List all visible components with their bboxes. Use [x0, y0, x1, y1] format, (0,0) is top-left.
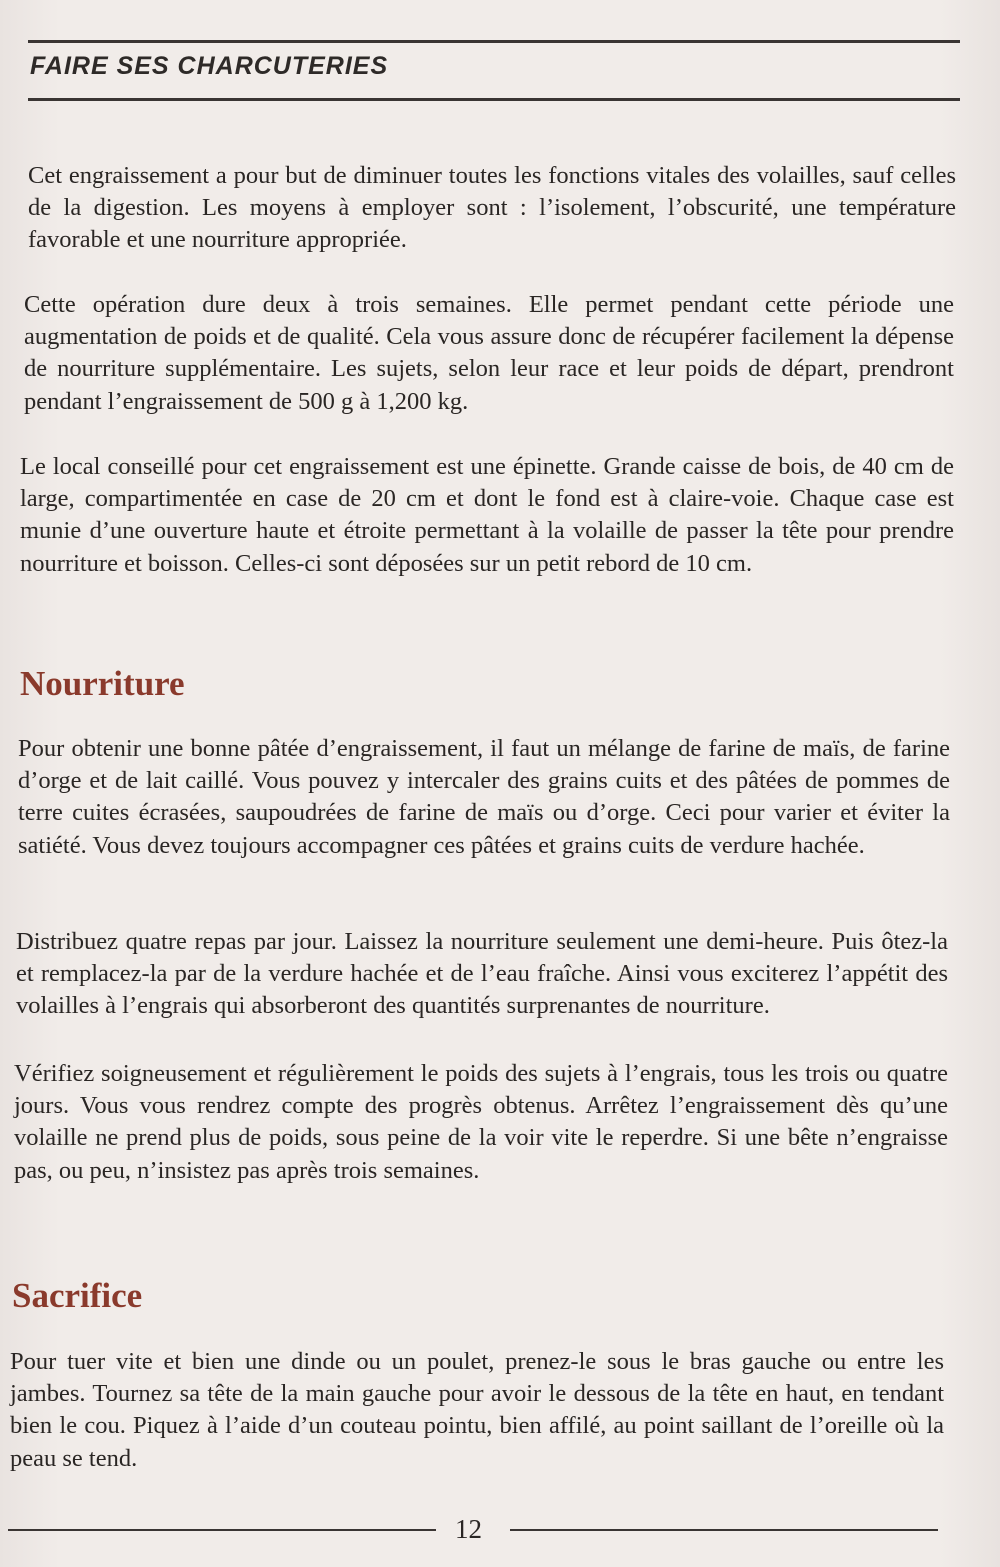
- intro-paragraph-1: Cet engraissement a pour but de diminuer toutes les fonctions vitales des volailles, sauf celles de la digestion. Les moyens à employer sont : l’isolement, l’obscurité, une température favorable et une nourriture appropriée.: [28, 162, 956, 254]
- sacrifice-paragraph-1: Pour tuer vite et bien une dinde ou un poulet, prenez-le sous le bras gauche ou entre les jambes. Tournez sa tête de la main gauche pour avoir le dessous de la tête en haut, en tendant bien le cou. Piquez à l’aide d’un couteau pointu, bien affilé, au point saillant de l’oreille où la peau se tend.: [10, 1348, 944, 1472]
- footer-right-rule: [510, 1529, 938, 1531]
- nourriture-paragraph-1: Pour obtenir une bonne pâtée d’engraissement, il faut un mélange de farine de maïs, de farine d’orge et de lait caillé. Vous pouvez y intercaler des grains cuits et des pâtées de pommes de terre cuites écrasées, saupoudrées de farine de maïs ou d’orge. Ceci pour varier et éviter la satiété. Vous devez toujours accompagner ces pâtées et grains cuits de verdure hachée.: [18, 735, 950, 859]
- page-number: 12: [455, 1514, 482, 1544]
- nourriture-paragraph-3: Vérifiez soigneusement et régulièrement le poids des sujets à l’engrais, tous les trois ou quatre jours. Vous vous rendrez compte des progrès obtenus. Arrêtez l’engraissement dès qu’une volaille ne prend plus de poids, sous peine de la voir vite le reperdre. Si une bête n’engraisse pas, ou peu, n’insistez pas après trois semaines.: [14, 1060, 948, 1184]
- nourriture-paragraph-2: Distribuez quatre repas par jour. Laissez la nourriture seulement une demi-heure. Puis ôtez-la et remplacez-la par de la verdure hachée et de l’eau fraîche. Ainsi vous exciterez l’appétit des volailles à l’engrais qui absorberont des quantités surprenantes de nourriture.: [16, 928, 948, 1020]
- heading-sacrifice: Sacrifice: [12, 1276, 143, 1315]
- running-head: FAIRE SES CHARCUTERIES: [30, 52, 389, 80]
- footer-left-rule: [8, 1529, 436, 1531]
- intro-paragraph-2: Cette opération dure deux à trois semaines. Elle permet pendant cette période une augmentation de poids et de qualité. Cela vous assure donc de récupérer facilement la dépense de nourriture supplémentaire. Les sujets, selon leur race et leur poids de départ, prendront pendant l’engraissement de 500 g à 1,200 kg.: [24, 291, 954, 415]
- header-bottom-rule: [28, 98, 960, 101]
- heading-nourriture: Nourriture: [20, 664, 185, 703]
- intro-paragraph-3: Le local conseillé pour cet engraissement est une épinette. Grande caisse de bois, de 40 cm de large, compartimentée en case de 20 cm et dont le fond est à claire-voie. Chaque case est munie d’une ouverture haute et étroite permettant à la volaille de passer la tête pour prendre nourriture et boisson. Celles-ci sont déposées sur un petit rebord de 10 cm.: [20, 453, 954, 577]
- header-top-rule: [28, 40, 960, 43]
